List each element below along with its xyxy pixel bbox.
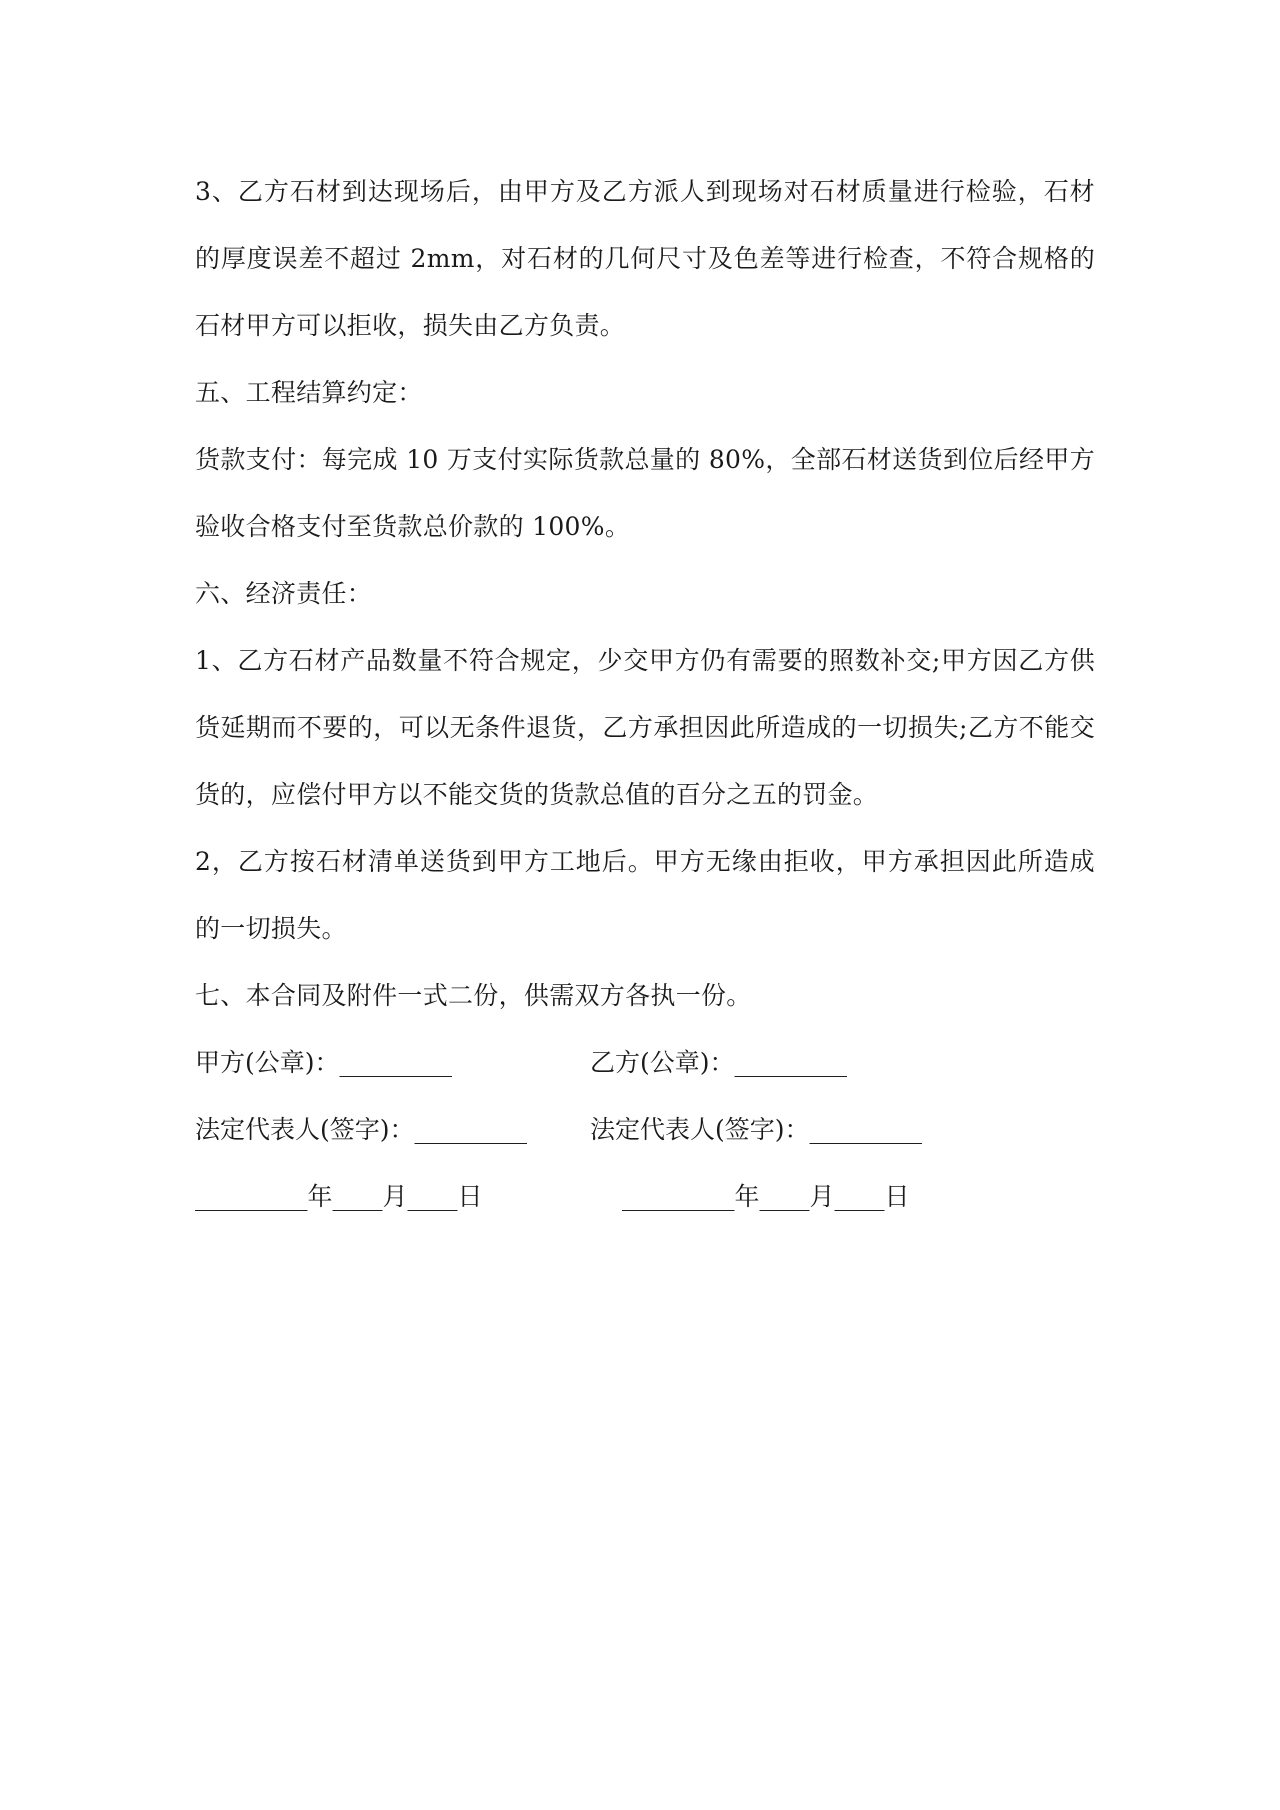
signature-rep-row <box>195 1096 1095 1163</box>
document-body <box>195 158 1095 1230</box>
section-5-heading: 五、工程结算约定： <box>195 378 423 407</box>
clause-2-refusal-liability: 2，乙方按石材清单送货到甲方工地后。甲方无缘由拒收，甲方承担因此所造成的一切损失。 <box>195 847 1095 943</box>
clause-3-stone-inspection: 3、乙方石材到达现场后，由甲方及乙方派人到现场对石材质量进行检验，石材的厚度误差不超过 2mm，对石材的几何尺寸及色差等进行检查，不符合规格的石材甲方可以拒收，损失由乙方负责。 <box>195 177 1095 340</box>
party-b-seal: 乙方(公章)：_________ <box>590 1048 848 1077</box>
party-b-date: _________年____月____日 <box>622 1182 910 1211</box>
section-6-heading: 六、经济责任： <box>195 579 373 608</box>
signature-seal-row <box>195 1029 1095 1096</box>
party-a-seal: 甲方(公章)：_________ <box>195 1048 453 1077</box>
party-a-representative: 法定代表人(签字)：_________ <box>195 1115 528 1144</box>
clause-1-quantity-liability: 1、乙方石材产品数量不符合规定，少交甲方仍有需要的照数补交;甲方因乙方供货延期而不要的，可以无条件退货，乙方承担因此所造成的一切损失;乙方不能交货的，应偿付甲方以不能交货的货款总值的百分之五的罚金。 <box>195 646 1095 809</box>
signature-date-row <box>195 1163 1095 1230</box>
payment-terms: 货款支付：每完成 10 万支付实际货款总量的 80%，全部石材送货到位后经甲方验收合格支付至货款总价款的 100%。 <box>195 445 1095 541</box>
party-b-representative: 法定代表人(签字)：_________ <box>590 1115 923 1144</box>
section-7-copies: 七、本合同及附件一式二份，供需双方各执一份。 <box>195 981 752 1010</box>
party-a-date: _________年____月____日 <box>195 1182 483 1211</box>
